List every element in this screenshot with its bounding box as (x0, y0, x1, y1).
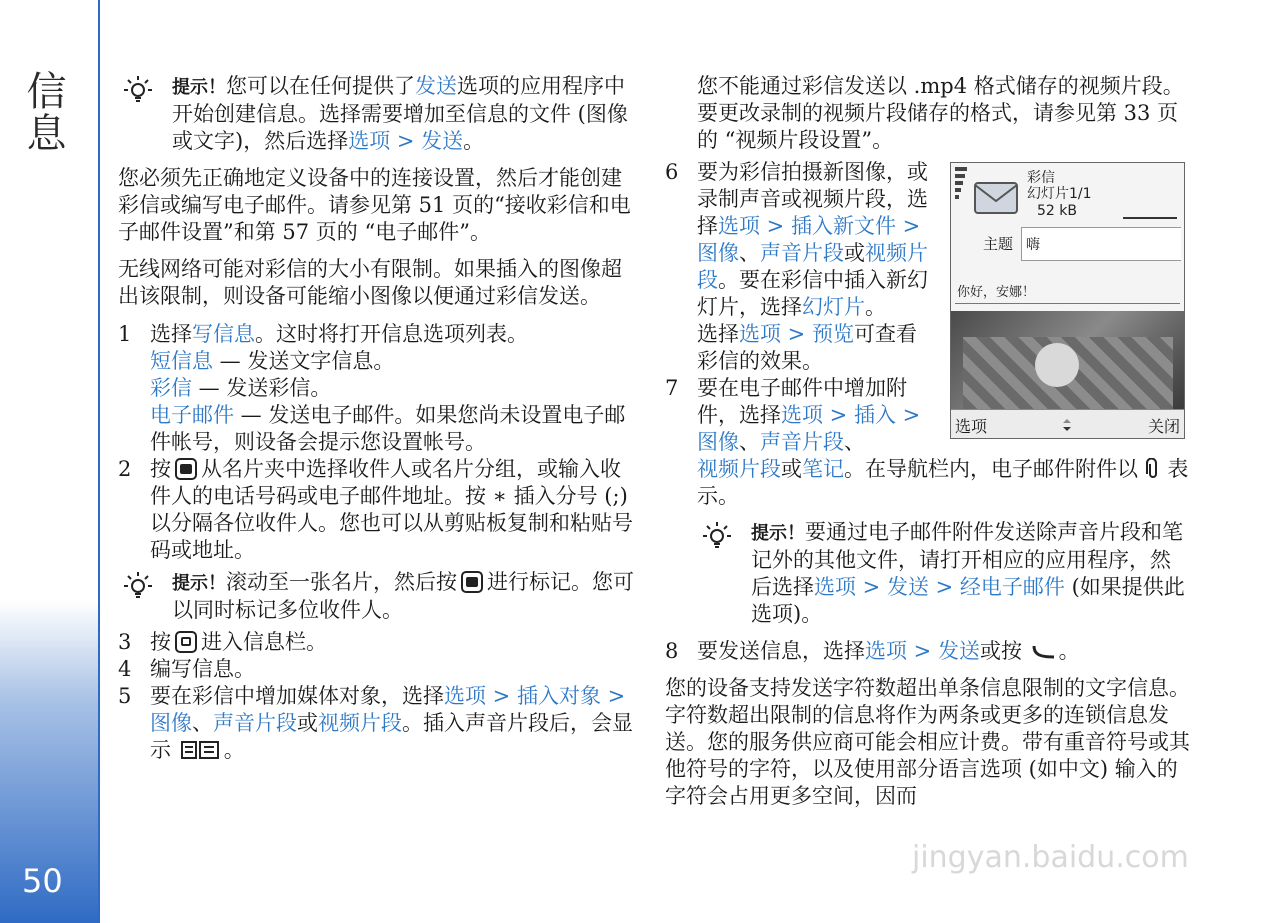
paragraph-long-messages: 您的设备支持发送字符数超出单条信息限制的文字信息。字符数超出限制的信息将作为两条或更多的连锁信息发送。您的服务供应商可能会相应计费。带有重音符号或其他符号的字符，以及使用部分语言选项 (如中文) 输入的字符会占用更多空间，因而 (665, 676, 1190, 808)
tip-2: 提示！滚动至一张名片，然后按 进行标记。您可以同时标记多位收件人。 (118, 569, 638, 624)
step-4: 4 编写信息。 (118, 657, 255, 681)
phone-screen-illustration (950, 162, 1185, 439)
scroll-arrows-icon (1061, 418, 1073, 432)
tip-1: 提示！您可以在任何提供了发送选项的应用程序中开始创建信息。选择需要增加至信息的文件 (图像或文字)，然后选择选项 > 发送。 (118, 73, 638, 155)
navigation-key-icon (175, 631, 197, 653)
subject-value: 嗨 (1026, 237, 1040, 253)
sound-clip-icon (180, 739, 222, 761)
paragraph-size-limit: 无线网络可能对彩信的大小有限制。如果插入的图像超出该限制，则设备可能缩小图像以便通过彩信发送。 (118, 257, 622, 308)
section-title: 信息 (20, 70, 66, 154)
phone-message-size: 52 kB (1037, 203, 1077, 219)
step-2: 2 按 从名片夹中选择收件人或名片分组，或输入收件人的电话号码或电子邮件地址。按 ∗ 插入分号 (;) 以分隔各位收件人。您也可以从剪贴板复制和粘贴号码或地址。 (118, 457, 633, 562)
subject-field[interactable] (1021, 227, 1181, 261)
lightbulb-icon (120, 569, 156, 605)
message-body[interactable]: 你好，安娜！ (957, 285, 1036, 300)
step-8: 8 要发送信息，选择选项 > 发送或按 。 (665, 639, 1080, 663)
page-number: 50 (22, 862, 63, 900)
text-input-indicator-icon (1123, 203, 1177, 219)
signal-bars-icon (955, 167, 967, 213)
chapter-sidebar (0, 0, 100, 923)
phone-title: 彩信 (1027, 170, 1055, 186)
lightbulb-icon (699, 519, 735, 555)
step-5: 5 要在彩信中增加媒体对象，选择选项 > 插入对象 > 图像、声音片段或视频片段。插入声音片段后，会显示 。 (118, 684, 633, 762)
person-figure (1035, 343, 1079, 387)
contacts-key-icon (175, 458, 197, 480)
step-6: 6 要为彩信拍摄新图像，或录制声音或视频片段，选择选项 > 插入新文件 > 图像、声音片段或视频片段。要在彩信中插入新幻灯片，选择幻灯片。 选择选项 > 预览可查看彩信的效果。 (665, 160, 928, 373)
step-1: 1 选择写信息。这时将打开信息选项列表。 短信息 — 发送文字信息。 彩信 — 发送彩信。 电子邮件 — 发送电子邮件。如果您尚未设置电子邮件帐号，则设备会提示您设置帐号。 (118, 322, 626, 454)
contacts-key-icon (461, 571, 483, 593)
message-image (951, 311, 1184, 409)
paragraph-mp4: 您不能通过彩信发送以 .mp4 格式储存的视频片段。要更改录制的视频片段储存的格式，请参见第 33 页的 “视频片段设置”。 (697, 74, 1184, 152)
step-7: 7 要在电子邮件中增加附件，选择选项 > 插入 > 图像、声音片段、 视频片段或笔记。在导航栏内，电子邮件附件以 表示。 (665, 376, 1189, 508)
options-softkey[interactable]: 选项 (955, 417, 988, 436)
subject-label: 主题 (983, 235, 1014, 253)
step-3: 3 按 进入信息栏。 (118, 630, 327, 654)
tip-3: 提示！要通过电子邮件附件发送除声音片段和笔记外的其他文件，请打开相应的应用程序，然后选择选项 > 发送 > 经电子邮件 (如果提供此选项)。 (697, 519, 1190, 628)
phone-slide-counter: 幻灯片1/1 (1027, 186, 1092, 202)
paragraph-connection: 您必须先正确地定义设备中的连接设置，然后才能创建彩信或编写电子邮件。请参见第 51 页的“接收彩信和电子邮件设置”和第 57 页的 “电子邮件”。 (118, 166, 631, 244)
watermark: jingyan.baidu.com (912, 840, 1189, 875)
left-column (118, 73, 638, 764)
envelope-icon (973, 177, 1025, 217)
softkey-bar (951, 409, 1184, 438)
call-key-icon (1031, 644, 1057, 660)
attachment-icon (1145, 458, 1161, 480)
close-softkey[interactable]: 关闭 (1147, 417, 1180, 436)
body-underline (955, 303, 1180, 304)
lightbulb-icon (120, 73, 156, 109)
